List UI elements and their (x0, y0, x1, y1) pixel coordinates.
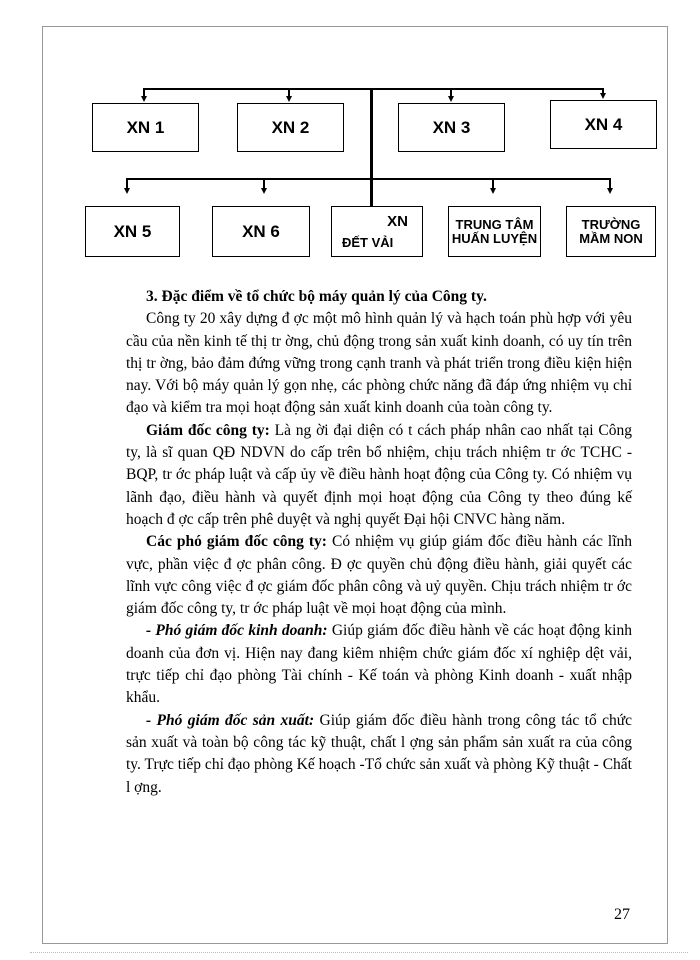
section-heading: 3. Đặc điểm về tổ chức bộ máy quản lý của Công ty. (146, 288, 487, 305)
business-deputy-text: Giúp giám đốc điều hành về các hoạt động kinh doanh của đơn vị. Hiện nay đang kiêm nhiệm chức giám đốc xí nghiệp dệt vải, trực tiếp chỉ đạo phòng Tài chính - Kế toán và phòng Kinh doanh - xuất nhập khẩu. (126, 622, 632, 707)
intro-paragraph: Công ty 20 xây dựng đ ợc một mô hình quản lý và hạch toán phù hợp với yêu cầu của nền kinh tế thị tr ờng, chủ động trong sản xuất kinh doanh, có uy tín trên thị tr ờng, bảo đảm đứng vững trong cạnh tranh và phát triển trong điều kiện hiện nay. Với bộ máy quản lý gọn nhẹ, các phòng chức năng đã đáp ứng nhiệm vụ chỉ đạo và kiểm tra mọi hoạt động sản xuất kinh doanh của toàn công ty. (126, 310, 632, 417)
org-box-label: TRUNG TÂM (455, 216, 534, 232)
business-deputy-paragraph (126, 620, 632, 709)
deputies-paragraph (126, 531, 632, 620)
footer-divider (30, 952, 688, 953)
production-deputy-paragraph (126, 710, 632, 799)
org-box-xn2 (237, 103, 344, 152)
arrow-icon (141, 96, 147, 102)
trunk-line (370, 88, 373, 208)
director-text: Là ng ời đại diện có t cách pháp nhân cao nhất tại Công ty, là sĩ quan QĐ NDVN do cấp trên bổ nhiệm, chịu trách nhiệm tr ớc TCHC - BQP, tr ớc pháp luật và cấp ủy về điều hành hoạt động của Công ty. Có nhiệm vụ lãnh đạo, điều hành và quyết định mọi hoạt động của Công ty theo đúng kế hoạch đ ợc cấp trên phê duyệt và nghị quyết Đại hội CNVC hàng năm. (126, 421, 632, 528)
document-body (126, 286, 632, 799)
org-box-label: XN 2 (271, 117, 310, 137)
org-box-label: XN (387, 213, 408, 230)
top-connector (143, 88, 603, 90)
director-label: Giám đốc công ty: (146, 421, 270, 439)
bottom-connector (126, 178, 610, 180)
org-box-label: XN 3 (432, 117, 471, 137)
arrow-icon (600, 93, 606, 99)
org-box-training-center (448, 206, 541, 257)
org-box-label: TRƯỜNG (581, 216, 641, 232)
org-box-xn1 (92, 103, 199, 152)
arrow-icon (261, 188, 267, 194)
deputies-text: Có nhiệm vụ giúp giám đốc điều hành các lĩnh vực, phần việc đ ợc phân công. Đ ợc quyền chủ động điều hành, giải quyết các lĩnh vực công việc đ ợc giám đốc phân công và uỷ quyền. Chịu trách nhiệm tr ớc giám đốc công ty, tr ớc pháp luật về mọi hoạt động của mình. (126, 533, 633, 618)
director-paragraph (126, 420, 632, 531)
org-box-label: XN 5 (113, 221, 152, 241)
org-box-xn4 (550, 100, 657, 149)
org-box-label: MẦM NON (579, 230, 643, 246)
deputies-label: Các phó giám đốc công ty: (146, 533, 327, 551)
org-box-label: XN 4 (584, 114, 623, 134)
arrow-icon (490, 188, 496, 194)
org-box-xn6 (212, 206, 310, 257)
org-box-xn-det-vai (331, 206, 423, 257)
arrow-icon (448, 96, 454, 102)
arrow-icon (607, 188, 613, 194)
arrow-icon (286, 96, 292, 102)
business-deputy-label: - Phó giám đốc kinh doanh: (146, 622, 328, 640)
org-box-label: XN 1 (126, 117, 165, 137)
org-box-kindergarten (566, 206, 656, 257)
page-number: 27 (614, 906, 630, 923)
org-box-label: ĐẾT VẢI (342, 235, 394, 250)
org-box-label: HUẤN LUYỆN (451, 230, 538, 246)
org-box-xn3 (398, 103, 505, 152)
production-deputy-text: Giúp giám đốc điều hành trong công tác tổ chức sản xuất và toàn bộ công tác kỹ thuật, chất l ợng sản phẩm sản xuất ra của công ty. Trực tiếp chỉ đạo phòng Kế hoạch -Tổ chức sản xuất và phòng Kỹ thuật - Chất l ợng. (126, 711, 632, 796)
production-deputy-label: - Phó giám đốc sản xuất: (146, 711, 315, 729)
org-box-xn5 (85, 206, 180, 257)
arrow-icon (124, 188, 130, 194)
org-box-label: XN 6 (242, 221, 280, 241)
